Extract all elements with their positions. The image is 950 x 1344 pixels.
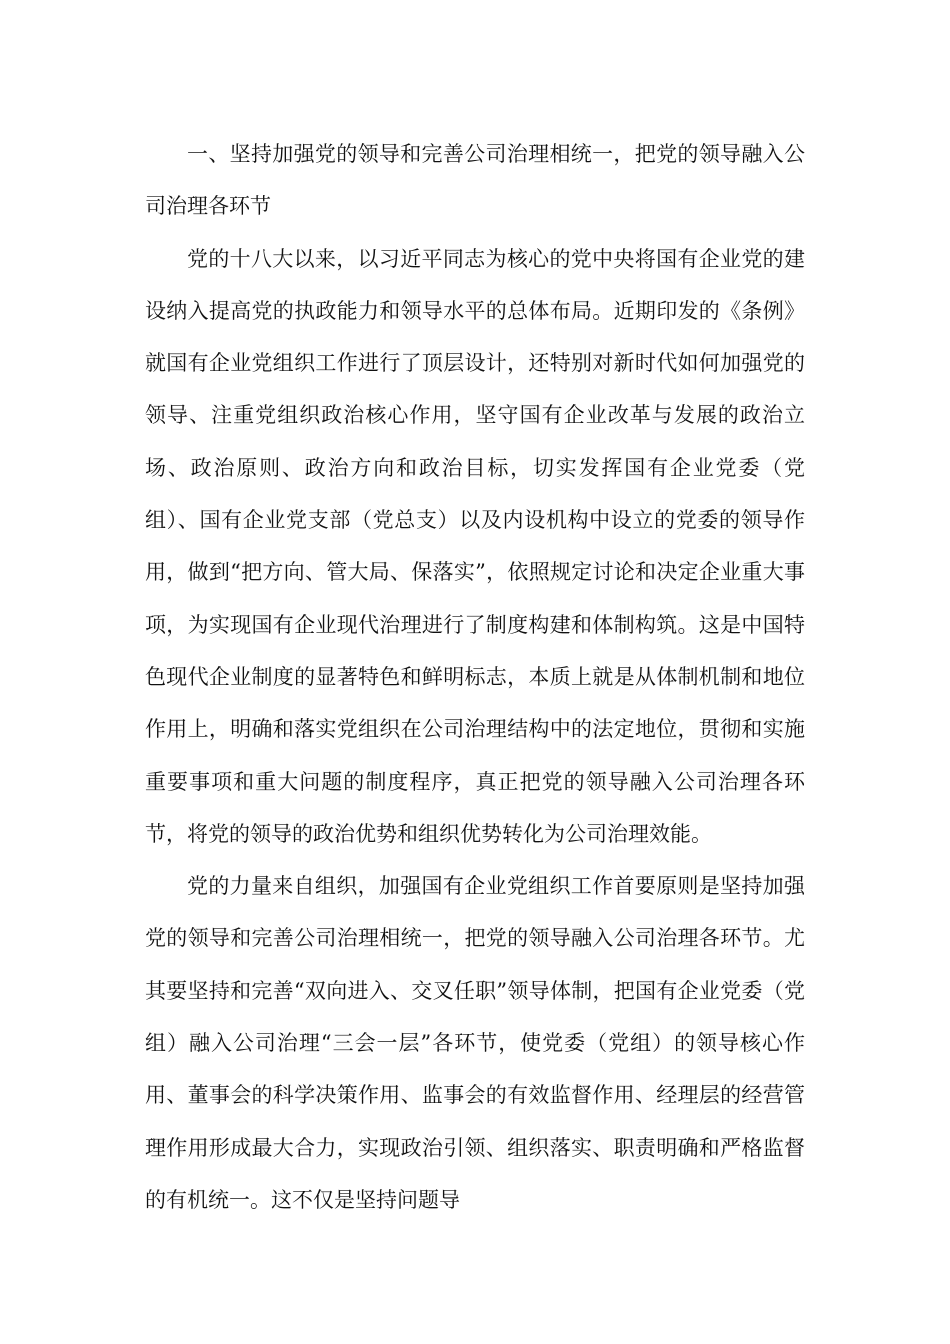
- document-body: [145, 128, 805, 1226]
- paragraph-2: 党的力量来自组织，加强国有企业党组织工作首要原则是坚持加强党的领导和完善公司治理相统一，把党的领导融入公司治理各环节。尤其要坚持和完善“双向进入、交叉任职”领导体制，把国有企业党委（党组）融入公司治理“三会一层”各环节，使党委（党组）的领导核心作用、董事会的科学决策作用、监事会的有效监督作用、经理层的经营管理作用形成最大合力，实现政治引领、组织落实、职责明确和严格监督的有机统一。这不仅是坚持问题导: [145, 874, 805, 1212]
- section-heading: 一、坚持加强党的领导和完善公司治理相统一，把党的领导融入公司治理各环节: [145, 142, 805, 219]
- paragraph-1: 党的十八大以来，以习近平同志为核心的党中央将国有企业党的建设纳入提高党的执政能力和领导水平的总体布局。近期印发的《条例》就国有企业党组织工作进行了顶层设计，还特别对新时代如何加强党的领导、注重党组织政治核心作用，坚守国有企业改革与发展的政治立场、政治原则、政治方向和政治目标，切实发挥国有企业党委（党组）、国有企业党支部（党总支）以及内设机构中设立的党委的领导作用，做到“把方向、管大局、保落实”，依照规定讨论和决定企业重大事项，为实现国有企业现代治理进行了制度构建和体制构筑。这是中国特色现代企业制度的显著特色和鲜明标志，本质上就是从体制机制和地位作用上，明确和落实党组织在公司治理结构中的法定地位，贯彻和实施重要事项和重大问题的制度程序，真正把党的领导融入公司治理各环节，将党的领导的政治优势和组织优势转化为公司治理效能。: [145, 246, 805, 846]
